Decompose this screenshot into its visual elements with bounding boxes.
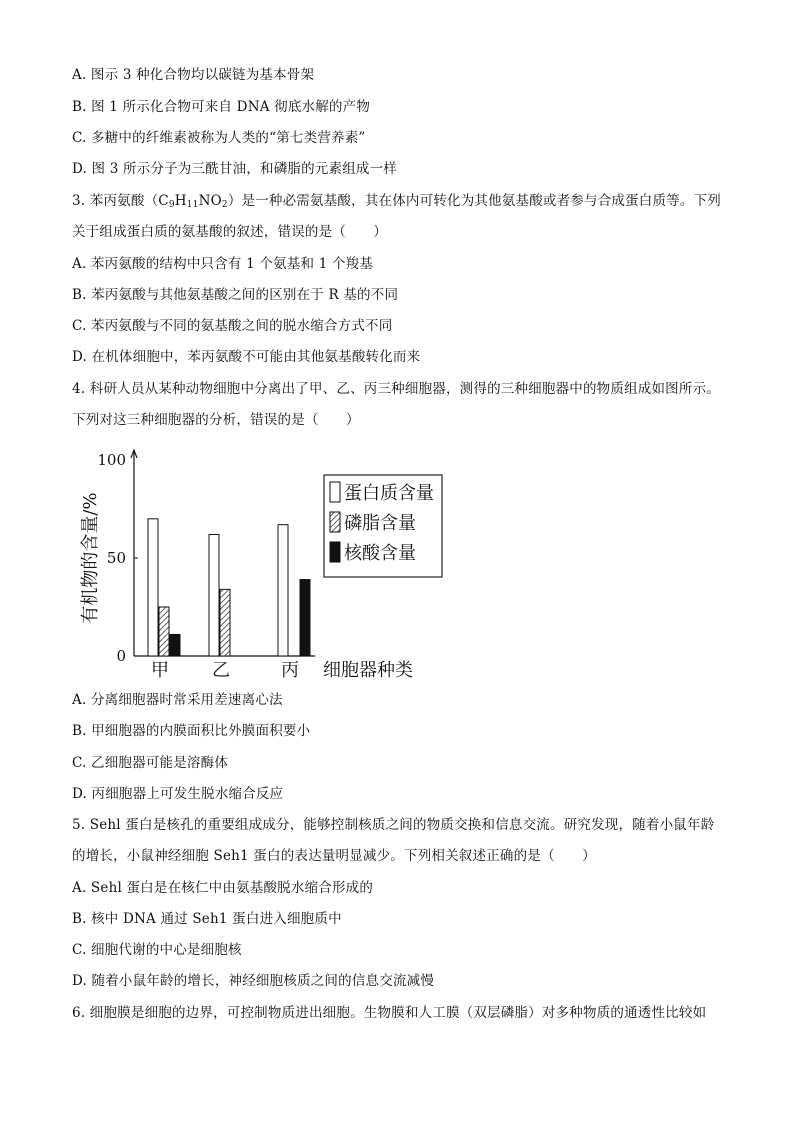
q6-stem-line1: 6. 细胞膜是细胞的边界，可控制物质进出细胞。生物膜和人工膜（双层磷脂）对多种物质的通透性比较如 <box>72 1005 707 1021</box>
q3-prefix: 3. 苯丙氨酸（C <box>72 193 169 209</box>
y-tick-label: 100 <box>97 451 126 469</box>
q3-stem-line2: 关于组成蛋白质的氨基酸的叙述，错误的是（ ） <box>72 224 388 240</box>
y-tick-label: 0 <box>116 647 126 665</box>
q3-sub2: 11 <box>186 200 199 210</box>
q4-option-a: A. 分离细胞器时常采用差速离心法 <box>72 692 283 708</box>
q3-sub1: 9 <box>168 200 175 210</box>
x-axis-label: 细胞器种类 <box>323 660 413 681</box>
bar-2-0 <box>278 525 288 656</box>
x-tick-label: 甲 <box>151 660 169 681</box>
q3-mid1: H <box>174 193 187 209</box>
q5-option-a: A. Sehl 蛋白是在核仁中由氨基酸脱水缩合形成的 <box>72 880 374 896</box>
q4-option-c: C. 乙细胞器可能是溶酶体 <box>72 755 229 771</box>
option-a-prev: A. 图示 3 种化合物均以碳链为基本骨架 <box>72 67 315 83</box>
q3-option-d: D. 在机体细胞中，苯丙氨酸不可能由其他氨基酸转化而来 <box>72 349 421 365</box>
bar-1-1 <box>220 589 230 656</box>
q3-option-c: C. 苯丙氨酸与不同的氨基酸之间的脱水缩合方式不同 <box>72 318 393 334</box>
q5-option-d: D. 随着小鼠年龄的增长，神经细胞核质之间的信息交流减慢 <box>72 973 435 989</box>
option-c-prev: C. 多糖中的纤维素被称为人类的“第七类营养素” <box>72 130 366 146</box>
q3-option-b: B. 苯丙氨酸与其他氨基酸之间的区别在于 R 基的不同 <box>72 287 399 303</box>
q3-suffix: ）是一种必需氨基酸，其在体内可转化为其他氨基酸或者参与合成蛋白质等。下列 <box>227 193 722 209</box>
bar-0-0 <box>148 519 158 656</box>
q5-stem-line1: 5. Sehl 蛋白是核孔的重要组成成分，能够控制核质之间的物质交换和信息交流。研究发现，随着小鼠年龄 <box>72 817 715 833</box>
q3-sub3: 2 <box>221 200 228 210</box>
organelle-bar-chart <box>70 448 450 688</box>
x-tick-label: 乙 <box>212 660 230 681</box>
bar-2-2 <box>300 580 310 656</box>
x-tick-label: 丙 <box>281 660 299 681</box>
option-b-prev: B. 图 1 所示化合物可来自 DNA 彻底水解的产物 <box>72 99 371 115</box>
y-axis-label: 有机物的含量/% <box>80 492 101 624</box>
bar-0-2 <box>170 634 180 656</box>
y-tick-label: 50 <box>106 549 126 567</box>
legend-swatch-1 <box>330 512 340 532</box>
q3-option-a: A. 苯丙氨酸的结构中只含有 1 个氨基和 1 个羧基 <box>72 256 374 272</box>
legend-swatch-2 <box>330 542 340 562</box>
q3-stem-line1 <box>72 192 721 210</box>
q4-stem-line1: 4. 科研人员从某种动物细胞中分离出了甲、乙、丙三种细胞器，测得的三种细胞器中的物质组成如图所示。 <box>72 381 720 397</box>
q4-option-d: D. 丙细胞器上可发生脱水缩合反应 <box>72 786 284 802</box>
bar-1-0 <box>209 534 219 656</box>
q4-stem-line2: 下列对这三种细胞器的分析，错误的是（ ） <box>72 412 360 428</box>
legend-swatch-0 <box>330 482 340 502</box>
legend-label-1: 磷脂含量 <box>344 513 416 534</box>
option-d-prev: D. 图 3 所示分子为三酰甘油，和磷脂的元素组成一样 <box>72 161 397 177</box>
legend-label-0: 蛋白质含量 <box>344 483 434 504</box>
q5-stem-line2: 的增长，小鼠神经细胞 Seh1 蛋白的表达量明显减少。下列相关叙述正确的是（ ） <box>72 848 596 864</box>
q5-option-b: B. 核中 DNA 通过 Seh1 蛋白进入细胞质中 <box>72 911 342 927</box>
q3-mid2: NO <box>198 193 222 209</box>
legend-label-2: 核酸含量 <box>344 543 416 564</box>
q4-option-b: B. 甲细胞器的内膜面积比外膜面积要小 <box>72 723 311 739</box>
q5-option-c: C. 细胞代谢的中心是细胞核 <box>72 942 242 958</box>
bar-0-1 <box>159 607 169 656</box>
